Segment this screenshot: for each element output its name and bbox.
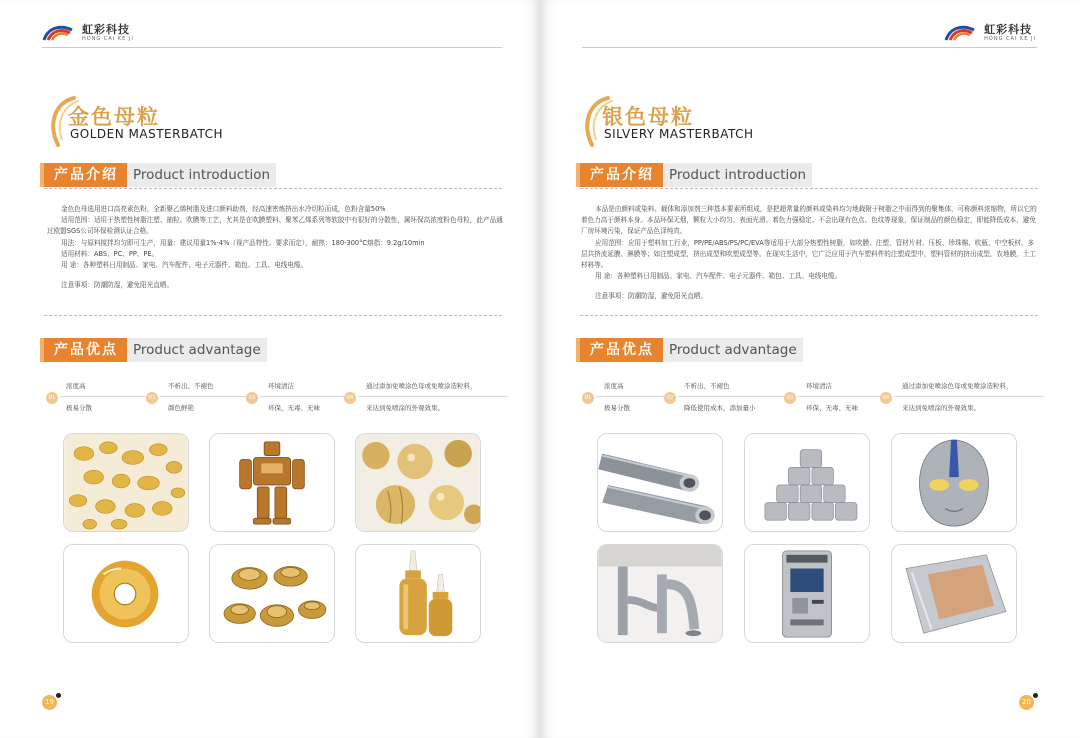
section-divider [580, 315, 1038, 316]
advantage-text: 不析出、不褪色 [168, 382, 214, 390]
advantage-rule [798, 396, 888, 397]
page-title-cn: 金色母粒 [68, 105, 160, 129]
section-header-advantage [580, 338, 803, 362]
intro-paragraph: 用法：与原料搅拌均匀即可生产，用量：建议用量1%-4%（视产品特性、要求而定），耐热：180-300°C熔指：9.2g/10min [61, 238, 425, 247]
page-title-en: GOLDEN MASTERBATCH [70, 127, 224, 141]
header-divider [582, 47, 1037, 48]
silver-drain-pipes-photo [597, 544, 723, 643]
page-right [540, 0, 1080, 738]
product-intro-text [47, 204, 507, 291]
notice-text: 注意事项：防潮防湿，避免阳光直晒。 [61, 281, 174, 290]
section-header-intro [580, 163, 812, 187]
advantage-number: 04 [344, 392, 356, 404]
intro-paragraph: 用 途：各种塑料日用制品、家电、汽车配件、电子元器件、箱包、工具、电线电缆。 [61, 261, 308, 270]
advantage-text: 环保、无毒、无味 [806, 404, 858, 412]
silver-foil-pack-image [892, 545, 1016, 642]
advantage-rule [160, 396, 255, 397]
advantage-text: 环境清洁 [806, 382, 832, 390]
advantage-text: 颜色鲜艳 [168, 404, 194, 412]
notice-text: 注意事项：防潮防湿，避免阳光直晒。 [595, 292, 708, 301]
section-divider [44, 315, 502, 316]
silver-atm-machine-photo [744, 544, 870, 643]
advantage-text: 来达到免喷涂的外观效果。 [902, 404, 980, 412]
product-intro-text [581, 204, 1039, 303]
advantage-rule [596, 396, 664, 397]
page-number-dot [56, 693, 61, 698]
advantage-text: 环保、无毒、无味 [268, 404, 320, 412]
advantage-number: 03 [246, 392, 258, 404]
page-number-dot [1033, 693, 1038, 698]
rainbow-swoosh-logo-icon [42, 22, 78, 44]
gold-bottle-caps-photo [209, 544, 335, 643]
advantage-text: 通过添加免喷涂色母或免喷涂造粒料， [902, 382, 1013, 390]
gold-dropper-bottles-photo [355, 544, 481, 643]
silver-superhero-mask-photo [891, 433, 1017, 532]
gold-robot-toy-photo [209, 433, 335, 532]
section-title-cn: 产品介绍 [44, 163, 127, 187]
gold-christmas-ornaments-image [356, 434, 480, 531]
section-divider [44, 188, 502, 189]
silver-superhero-mask-image [892, 434, 1016, 531]
silver-pipes-image [598, 434, 722, 531]
silver-film-rolls-stack-photo [744, 433, 870, 532]
brand-name-cn: 虹彩科技 [82, 23, 130, 36]
advantage-text: 通过添加免喷涂色母或免喷涂造粒料， [366, 382, 477, 390]
section-header-advantage [44, 338, 267, 362]
advantage-list [582, 378, 1052, 418]
intro-paragraph: 金色色母选用进口高亮素色粉，全新聚乙烯树脂及进口颜料助剂，经高速密炼挤出水冷切粒而成，色粉含量50% [61, 205, 386, 213]
rainbow-swoosh-logo-icon [944, 22, 980, 44]
section-divider [580, 188, 1038, 189]
intro-paragraph: 用 途：各种塑料日用制品、家电、汽车配件、电子元器件、箱包、工具、电线电缆。 [595, 272, 842, 281]
gold-dropper-bottles-image [356, 545, 480, 642]
page-title-cn: 银色母粒 [602, 105, 694, 129]
advantage-number: 01 [582, 392, 594, 404]
section-title-cn: 产品优点 [44, 338, 127, 362]
advantage-text: 极易分散 [604, 404, 630, 412]
intro-paragraph: 适用材料：ABS、PC、PP、PE。 [61, 249, 159, 258]
section-title-cn: 产品介绍 [580, 163, 663, 187]
page-number: 20 [1019, 695, 1034, 710]
advantage-rule [678, 396, 786, 397]
advantage-text: 极易分散 [66, 404, 92, 412]
silver-atm-machine-image [745, 545, 869, 642]
section-title-cn: 产品优点 [580, 338, 663, 362]
brand-logo [42, 22, 134, 44]
advantage-number: 03 [784, 392, 796, 404]
advantage-text: 降低使用成本，添加量小 [684, 404, 756, 412]
advantage-rule [894, 396, 1044, 397]
brand-name-en: HONG CAI KE JI [82, 36, 134, 42]
brand-name-en: HONG CAI KE JI [984, 36, 1036, 42]
gold-leaf-flakes-photo [63, 433, 189, 532]
advantage-rule [358, 396, 508, 397]
advantage-text: 不析出、不褪色 [684, 382, 730, 390]
silver-pipes-photo [597, 433, 723, 532]
section-header-intro [44, 163, 276, 187]
advantage-rule [260, 396, 350, 397]
section-title-en: Product introduction [663, 163, 812, 187]
advantage-number: 04 [880, 392, 892, 404]
intro-paragraph: 应用范围：应用于塑料加工行业，PP/PE/ABS/PS/PC/EVA等适用于大部分热塑性树脂，如吹膜、注塑、管材片材、压板、珍珠棉、吹瓶、中空板材、多层共挤流延膜、淋膜等；如注塑成型，挤出成型和吹塑成型等。在现实生活中，它广泛应用于汽车塑料件的注塑成型中，塑料管材的挤出成型，农地膜，土工材料等。 [581, 238, 1036, 270]
advantage-rule [60, 396, 150, 397]
gold-bottle-caps-image [210, 545, 334, 642]
gold-leaf-flakes-image [64, 434, 188, 531]
page-number: 19 [42, 695, 57, 710]
brand-logo [944, 22, 1036, 44]
intro-paragraph: 适用范围：适用于热塑性树脂注塑、抽粒、吹膜等工艺，尤其是在吹膜塑料、聚苯乙烯系列等软胶中有很好的分散性，属环保高浓度粉色母粒，此产品通过欧盟SGS公司环保检测认证合格。 [47, 216, 503, 236]
advantage-number: 02 [664, 392, 676, 404]
silver-film-rolls-stack-image [745, 434, 869, 531]
gold-robot-toy-image [210, 434, 334, 531]
brand-name-cn: 虹彩科技 [984, 23, 1033, 36]
section-title-en: Product advantage [127, 338, 267, 362]
silver-foil-pack-photo [891, 544, 1017, 643]
silver-drain-pipes-image [598, 545, 722, 642]
advantage-number: 02 [146, 392, 158, 404]
advantage-number: 01 [46, 392, 58, 404]
advantage-text: 浓度高 [66, 382, 86, 390]
advantage-list [46, 378, 516, 418]
advantage-text: 浓度高 [604, 382, 624, 390]
section-title-en: Product advantage [663, 338, 803, 362]
gold-film-roll-photo [63, 544, 189, 643]
advantage-text: 来达到免喷涂的外观效果。 [366, 404, 444, 412]
page-title-en: SILVERY MASTERBATCH [604, 127, 754, 141]
gold-christmas-ornaments-photo [355, 433, 481, 532]
advantage-text: 环境清洁 [268, 382, 294, 390]
gold-film-roll-image [64, 545, 188, 642]
header-divider [42, 47, 502, 48]
intro-paragraph: 本品是由颜料或染料、载体和添加剂三种基本要素所组成，是把超常量的颜料或染料均匀地载附于树脂之中而得到的聚集体，可称颜料浓缩物，所以它的着色力高于颜料本身。本品环保无烟，颗粒大小均匀、表面光滑、着色力强稳定、不会出现有色点、色纹等现象，保证制品的颜色稳定，即能降低成本，避免厂房环境污染，保证产品色泽纯真。 [581, 205, 1037, 236]
section-title-en: Product introduction [127, 163, 276, 187]
